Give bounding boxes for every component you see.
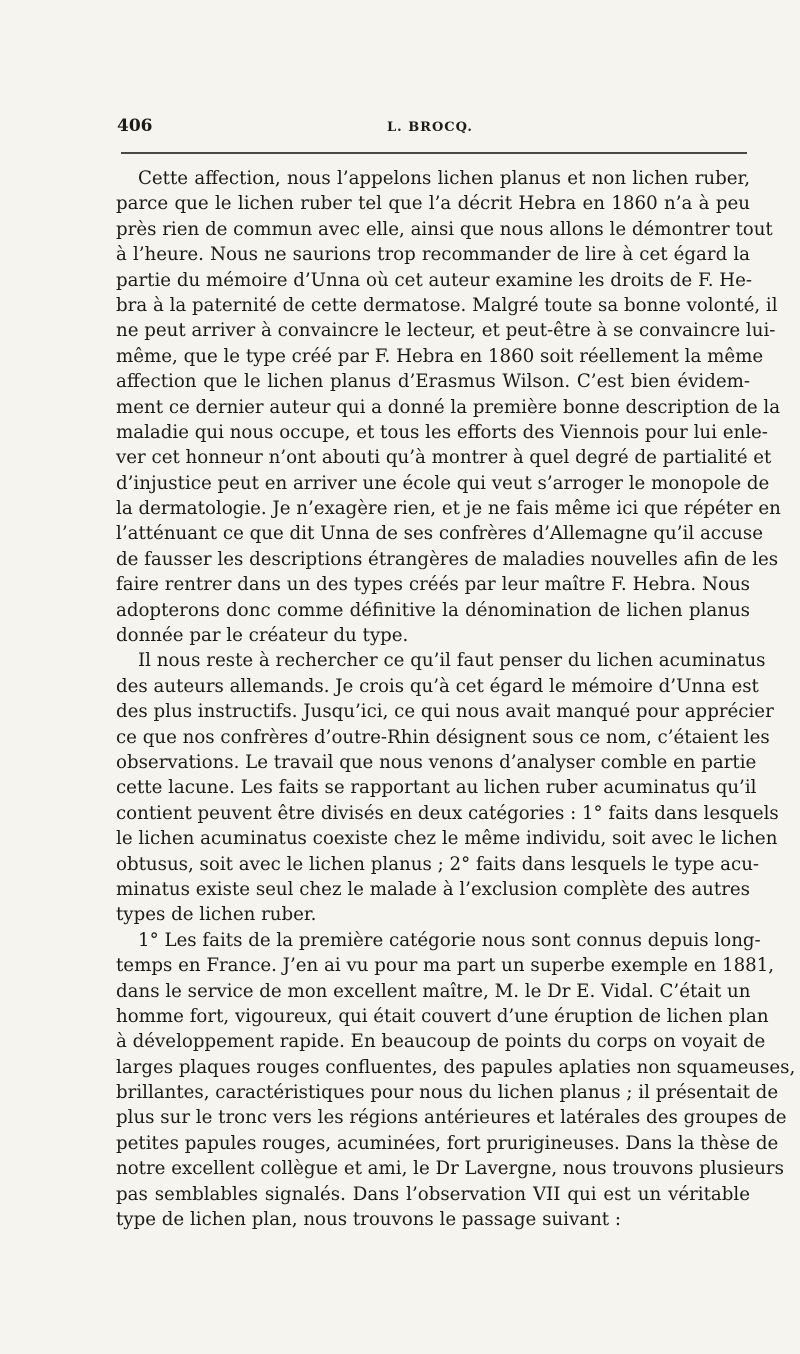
- text-line: cette lacune. Les faits se rapportant au lichen ruber acuminatus qu’il: [116, 777, 757, 799]
- body-text: [116, 166, 796, 1232]
- text-line: pas semblables signalés. Dans l’observation VII qui est un véritable: [116, 1183, 750, 1205]
- text-line: de fausser les descriptions étrangères de maladies nouvelles afin de les: [116, 548, 779, 570]
- text-line: type de lichen plan, nous trouvons le passage suivant :: [116, 1209, 621, 1231]
- text-line: le lichen acuminatus coexiste chez le même individu, soit avec le lichen: [116, 828, 778, 850]
- text-line: temps en France. J’en ai vu pour ma part un superbe exemple en 1881,: [116, 955, 775, 977]
- text-line: homme fort, vigoureux, qui était couvert d’une éruption de lichen plan: [116, 1005, 769, 1027]
- text-line: des plus instructifs. Jusqu’ici, ce qui nous avait manqué pour apprécier: [116, 701, 774, 723]
- text-line: Il nous reste à rechercher ce qu’il faut penser du lichen acuminatus: [138, 650, 766, 672]
- text-line: près rien de commun avec elle, ainsi que nous allons le démontrer tout: [116, 218, 773, 240]
- text-line: minatus existe seul chez le malade à l’exclusion complète des autres: [116, 878, 750, 900]
- text-line: affection que le lichen planus d’Erasmus Wilson. C’est bien évidem-: [116, 371, 750, 393]
- text-line: larges plaques rouges confluentes, des papules aplaties non squameuses,: [116, 1056, 796, 1078]
- text-line: petites papules rouges, acuminées, fort prurigineuses. Dans la thèse de: [116, 1132, 779, 1154]
- text-line: ne peut arriver à convaincre le lecteur, et peut-être à se convaincre lui-: [116, 320, 776, 342]
- text-line: adopterons donc comme définitive la dénomination de lichen planus: [116, 599, 750, 621]
- text-line: à développement rapide. En beaucoup de points du corps on voyait de: [116, 1031, 766, 1053]
- text-line: la dermatologie. Je n’exagère rien, et je ne fais même ici que répéter en: [116, 498, 781, 520]
- text-line: ce que nos confrères d’outre-Rhin désignent sous ce nom, c’étaient les: [116, 726, 770, 748]
- text-line: l’atténuant ce que dit Unna de ses confrères d’Allemagne qu’il accuse: [116, 523, 763, 545]
- header-rule: [121, 152, 747, 154]
- text-line: faire rentrer dans un des types créés par leur maître F. Hebra. Nous: [116, 574, 750, 596]
- text-line: plus sur le tronc vers les régions antérieures et latérales des groupes de: [116, 1107, 787, 1129]
- text-line: observations. Le travail que nous venons d’analyser comble en partie: [116, 751, 757, 773]
- text-line: dans le service de mon excellent maître, M. le Dr E. Vidal. C’était un: [116, 980, 751, 1002]
- text-line: 1° Les faits de la première catégorie nous sont connus depuis long-: [138, 929, 761, 951]
- page-number: 406: [117, 116, 153, 136]
- running-head: L. BROCQ.: [387, 120, 473, 135]
- text-line: donnée par le créateur du type.: [116, 625, 409, 647]
- text-line: des auteurs allemands. Je crois qu’à cet égard le mémoire d’Unna est: [116, 675, 759, 697]
- text-line: Cette affection, nous l’appelons lichen planus et non lichen ruber,: [138, 168, 750, 189]
- text-line: bra à la paternité de cette dermatose. Malgré toute sa bonne volonté, il: [116, 294, 778, 316]
- page-header: [117, 108, 747, 148]
- text-line: brillantes, caractéristiques pour nous du lichen planus ; il présentait de: [116, 1082, 779, 1104]
- text-line: parce que le lichen ruber tel que l’a décrit Hebra en 1860 n’a à peu: [116, 193, 750, 215]
- text-line: maladie qui nous occupe, et tous les efforts des Viennois pour lui enle-: [116, 421, 768, 443]
- text-line: ver cet honneur n’ont abouti qu’à montrer à quel degré de partialité et: [116, 447, 772, 469]
- text-line: notre excellent collègue et ami, le Dr Lavergne, nous trouvons plusieurs: [116, 1158, 784, 1180]
- text-line: contient peuvent être divisés en deux catégories : 1° faits dans lesquels: [116, 802, 779, 824]
- text-line: d’injustice peut en arriver une école qui veut s’arroger le monopole de: [116, 472, 770, 494]
- text-line: partie du mémoire d’Unna où cet auteur examine les droits de F. He-: [116, 269, 753, 291]
- text-line: obtusus, soit avec le lichen planus ; 2° faits dans lesquels le type acu-: [116, 853, 760, 875]
- text-line: à l’heure. Nous ne saurions trop recommander de lire à cet égard la: [116, 244, 750, 266]
- text-line: même, que le type créé par F. Hebra en 1860 soit réellement la même: [116, 345, 764, 367]
- text-line: ment ce dernier auteur qui a donné la première bonne description de la: [116, 396, 781, 418]
- text-line: types de lichen ruber.: [116, 904, 317, 926]
